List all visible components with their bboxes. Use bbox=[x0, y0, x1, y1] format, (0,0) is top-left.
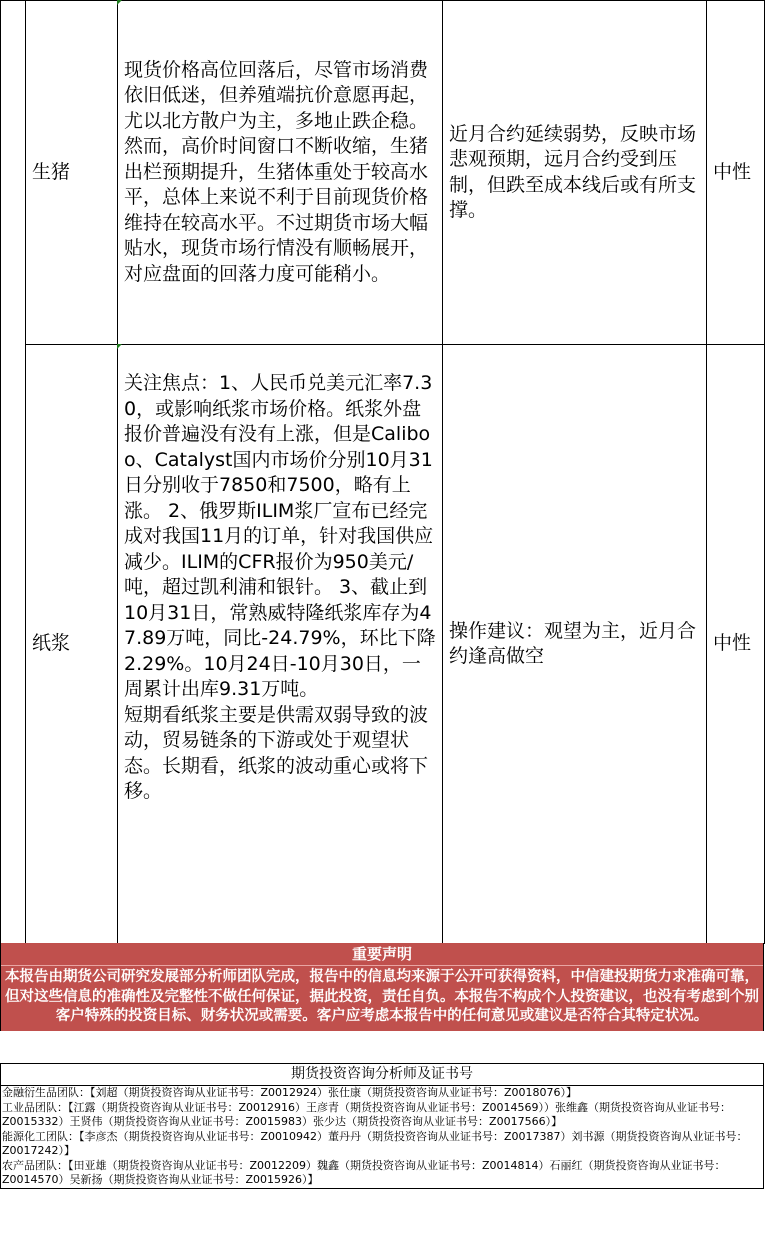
team-entry: 金融衍生品团队：【刘超（期货投资咨询从业证书号：Z0012924）张仕康（期货投资咨询从业证书号：Z0018076）】 bbox=[2, 1086, 578, 1099]
strategy-cell: 操作建议：观望为主，近月合约逢高做空 bbox=[443, 345, 707, 944]
table-row-hog bbox=[1, 1, 765, 345]
commodity-name: 生猪 bbox=[26, 1, 118, 345]
analysis-text: 关注焦点：1、人民币兑美元汇率7.30，或影响纸浆市场价格。纸浆外盘报价普遍没有没有上涨，但是Caliboo、Catalyst国内市场价分别10月31日分别收于7850和7500，略有上涨。 2、俄罗斯ILIM浆厂宣布已经完成对我国11月的订单，针对我国供应减少。ILIM的CFR报价为950美元/吨，超过凯利浦和银针。 3、截止到10月31日，常熟威特隆纸浆库存为47.89万吨，同比-24.79%，环比下降2.29%。10月24日-10月30日，一周累计出库9.31万吨。 bbox=[124, 372, 436, 700]
analyst-list-title: 期货投资咨询分析师及证书号 bbox=[1, 1064, 763, 1086]
left-margin-cell bbox=[1, 1, 26, 944]
cell-comment-marker bbox=[117, 0, 122, 5]
cell-comment-marker bbox=[117, 344, 122, 349]
rating-cell: 中性 bbox=[707, 1, 765, 345]
commodity-name: 纸浆 bbox=[26, 345, 118, 944]
analyst-list bbox=[0, 1063, 764, 1189]
analysis-cell bbox=[118, 1, 443, 345]
analysis-cell bbox=[118, 345, 443, 944]
table-row-pulp bbox=[1, 345, 765, 944]
analysis-text: 短期看纸浆主要是供需双弱导致的波动，贸易链条的下游或处于观望状态。长期看，纸浆的波动重心或将下移。 bbox=[124, 703, 429, 802]
disclaimer-title: 重要声明 bbox=[1, 943, 763, 966]
team-entry: 农产品团队：【田亚雄（期货投资咨询从业证书号：Z0012209）魏鑫（期货投资咨询从业证书号：Z0014814）石丽红（期货投资咨询从业证书号：Z0014570）吴新扬（期货投资咨询从业证书号：Z0015926）】 bbox=[2, 1158, 726, 1186]
disclaimer-box bbox=[0, 943, 764, 1031]
analysis-text: 现货价格高位回落后，尽管市场消费依旧低迷，但养殖端抗价意愿再起，尤以北方散户为主，多地止跌企稳。然而，高价时间窗口不断收缩，生猪出栏预期提升，生猪体重处于较高水平，总体上来说不利于目前现货价格维持在较高水平。不过期货市场大幅贴水，现货市场行情没有顺畅展开，对应盘面的回落力度可能稍小。 bbox=[124, 58, 429, 285]
team-entry: 能源化工团队：【李彦杰（期货投资咨询从业证书号：Z0010942）董丹丹（期货投资咨询从业证书号：Z0017387）刘书源（期货投资咨询从业证书号：Z0017242）】 bbox=[2, 1129, 748, 1157]
disclaimer-text: 本报告由期货公司研究发展部分析师团队完成，报告中的信息均来源于公开可获得资料，中信建投期货力求准确可靠，但对这些信息的准确性及完整性不做任何保证，据此投资，责任自负。本报告不构成个人投资建议，也没有考虑到个别客户特殊的投资目标、财务状况或需要。客户应考虑本报告中的任何意见或建议是否符合其特定状况。 bbox=[5, 969, 759, 1024]
team-entry: 工业品团队：【江露（期货投资咨询从业证书号：Z0012916）王彦青（期货投资咨询从业证书号：Z0014569））张维鑫（期货投资咨询从业证书号：Z0015332）王贤伟（期货投资咨询从业证书号：Z0015983）张少达（期货投资咨询从业证书号：Z0017566）】 bbox=[2, 1100, 732, 1128]
strategy-cell: 近月合约延续弱势，反映市场悲观预期，远月合约受到压制，但跌至成本线后或有所支撑。 bbox=[443, 1, 707, 345]
rating-cell: 中性 bbox=[707, 345, 765, 944]
